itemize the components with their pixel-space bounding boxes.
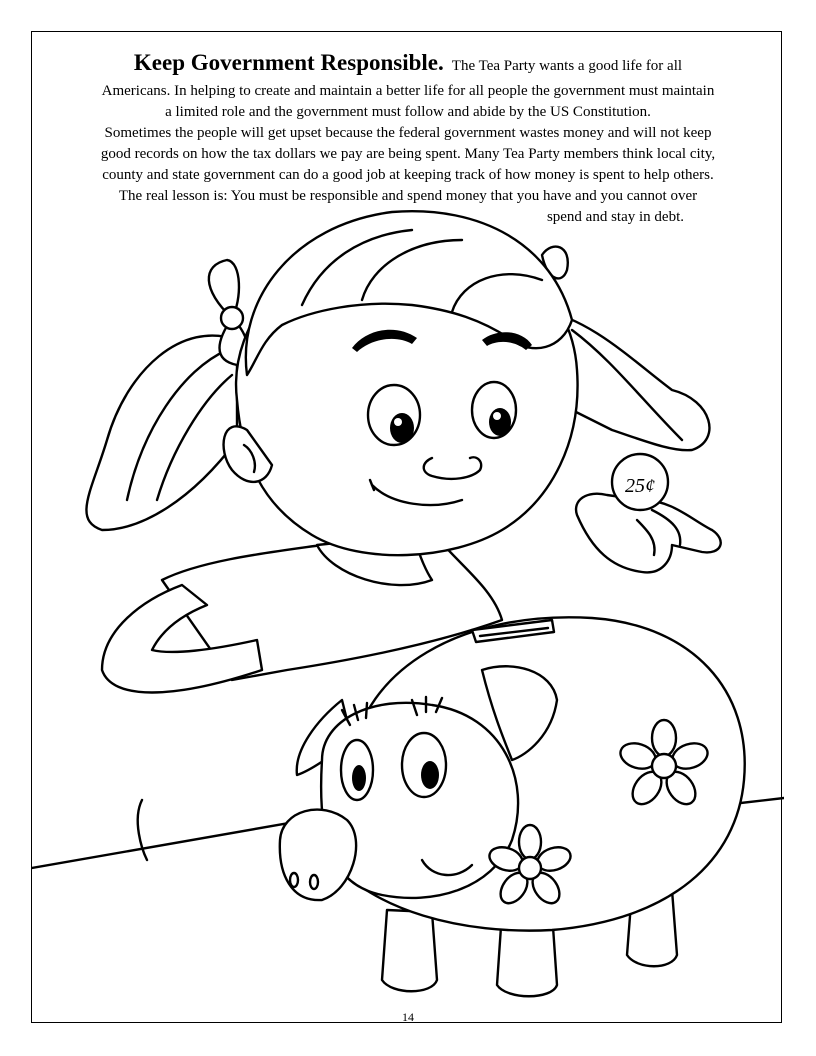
- piggy-bank: [280, 617, 745, 996]
- text-line-1: [40, 48, 776, 81]
- text-line-5: good records on how the tax dollars we pay are being spent. Many Tea Party members think local city,: [100, 146, 716, 162]
- coin-label: 25¢: [625, 475, 655, 497]
- intro-sentence: The Tea Party wants a good life for all: [451, 58, 683, 74]
- text-line-7: The real lesson is: You must be responsible and spend money that you have and you cannot over: [118, 188, 698, 204]
- text-line-2: Americans. In helping to create and maintain a better life for all people the government must maintain: [101, 83, 715, 99]
- coloring-illustration: [32, 200, 784, 1000]
- text-line-8: spend and stay in debt.: [546, 209, 684, 225]
- text-line-4: Sometimes the people will get upset because the federal government wastes money and will not keep: [104, 125, 712, 141]
- page-number: 14: [402, 1010, 414, 1024]
- pig-leg-left: [382, 910, 437, 991]
- left-pigtail: [86, 336, 237, 530]
- text-line-3: a limited role and the government must follow and abide by the US Constitution.: [165, 104, 651, 120]
- page-headline: Keep Government Responsible.: [133, 50, 444, 75]
- text-line-6: county and state government can do a good job at keeping track of how money is spent to help others.: [102, 167, 714, 183]
- coin: [612, 454, 668, 510]
